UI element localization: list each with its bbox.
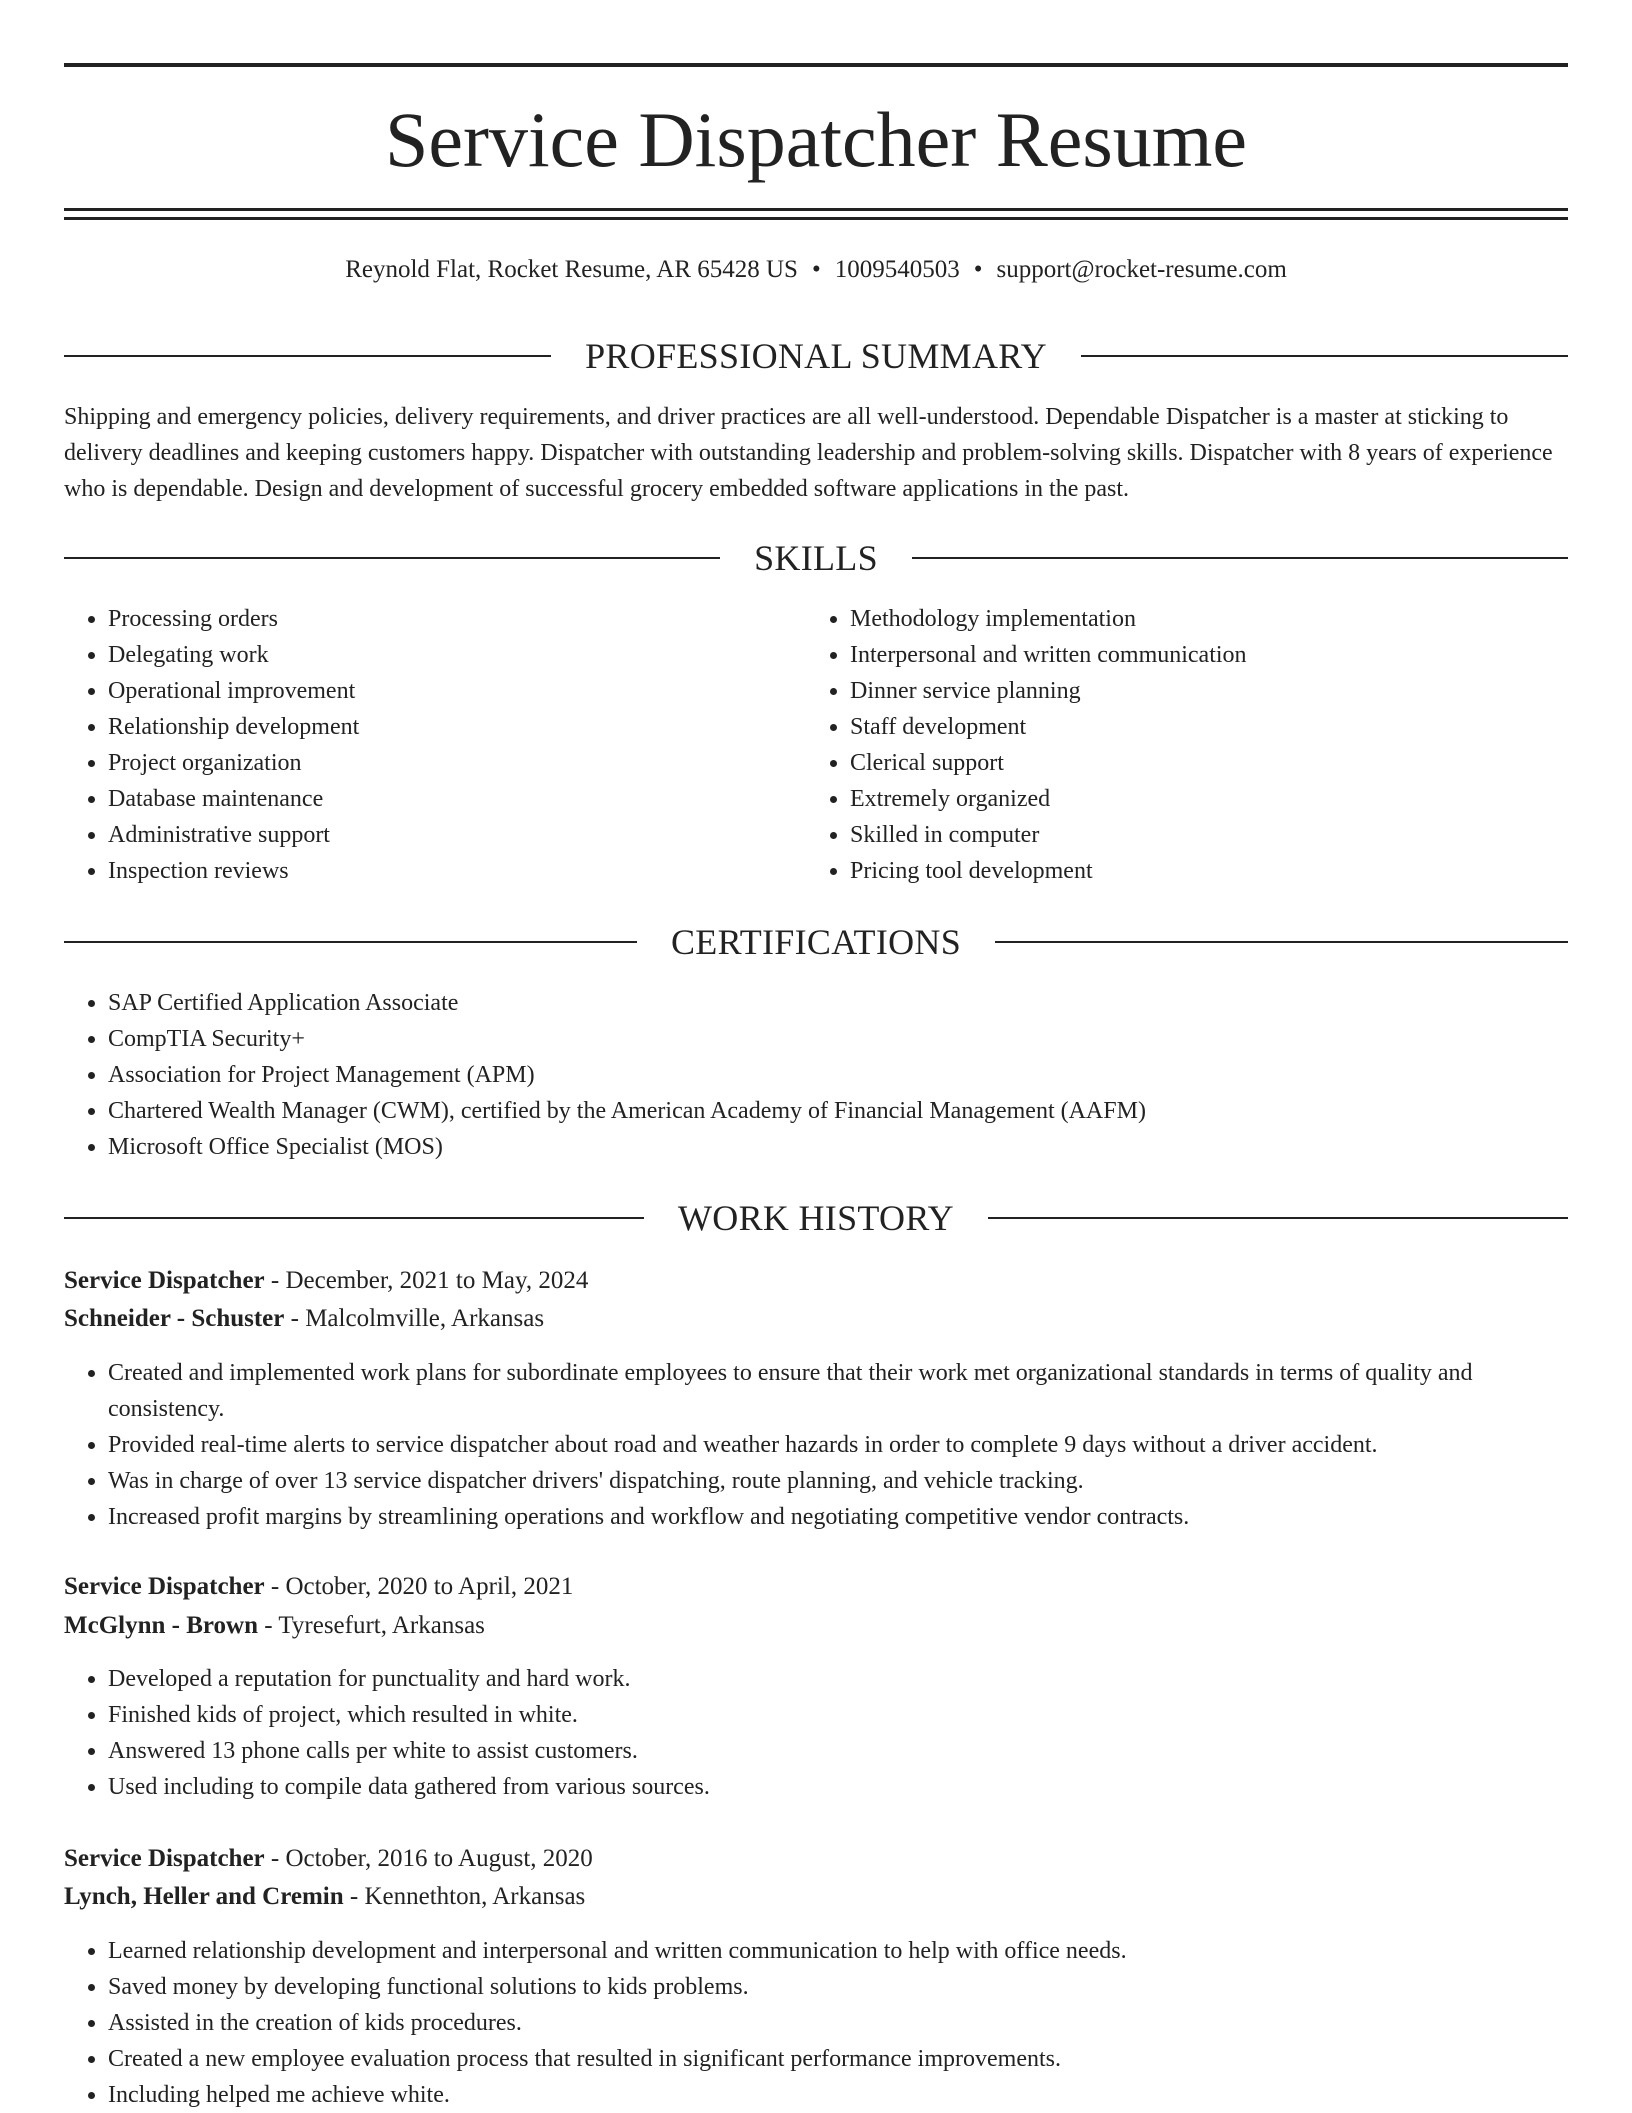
job-location: - Kennethton, Arkansas [343, 1883, 586, 1910]
list-item: • Microsoft Office Specialist (MOS) [108, 1129, 1568, 1165]
job-title-line [64, 1262, 1568, 1300]
job-company-line [64, 1300, 1568, 1338]
job-dates: - December, 2021 to May, 2024 [264, 1267, 589, 1294]
list-item: • Created a new employee evaluation process that resulted in significant performance improvements. [108, 2041, 1568, 2077]
skills-heading-label: SKILLS [754, 538, 878, 578]
list-item: • Increased profit margins by streamlining operations and workflow and negotiating competitive vendor contracts. [108, 1499, 1568, 1535]
heading-rule-right [1081, 355, 1568, 357]
list-item: • Chartered Wealth Manager (CWM), certified by the American Academy of Financial Management (AAFM) [108, 1093, 1568, 1129]
list-item: • Extremely organized [850, 781, 1590, 817]
work-history-heading-label: WORK HISTORY [678, 1198, 954, 1238]
heading-rule-left [64, 557, 720, 559]
heading-rule-right [995, 941, 1568, 943]
job-dates: - October, 2020 to April, 2021 [264, 1573, 574, 1600]
contact-line [64, 253, 1568, 287]
job-title: Service Dispatcher [64, 1573, 265, 1600]
list-item: • Created and implemented work plans for subordinate employees to ensure that their work met organizational standards in terms of quality and consistency. [108, 1355, 1568, 1427]
list-item: • SAP Certified Application Associate [108, 985, 1568, 1021]
list-item: • Learned relationship development and interpersonal and written communication to help with office needs. [108, 1933, 1568, 1969]
list-item: • Clerical support [850, 745, 1590, 781]
job-company-line [64, 1607, 1568, 1645]
job-dates: - October, 2016 to August, 2020 [264, 1845, 593, 1872]
job-location: - Tyresefurt, Arkansas [258, 1612, 485, 1639]
list-item: • Developed a reputation for punctuality and hard work. [108, 1661, 1568, 1697]
list-item: • Provided real-time alerts to service dispatcher about road and weather hazards in order to complete 9 days without a driver accident. [108, 1427, 1568, 1463]
list-item: • Used including to compile data gathered from various sources. [108, 1769, 1568, 1805]
list-item: • Relationship development [108, 709, 808, 745]
heading-rule-right [912, 557, 1568, 559]
job-bullets [64, 1355, 1568, 1535]
job-company: Schneider - Schuster [64, 1305, 285, 1332]
list-item: • Database maintenance [108, 781, 808, 817]
contact-separator: • [973, 256, 983, 283]
job-location: - Malcolmville, Arkansas [284, 1305, 545, 1332]
summary-heading-label: PROFESSIONAL SUMMARY [585, 336, 1047, 376]
list-item: • CompTIA Security+ [108, 1021, 1568, 1057]
list-item: • Answered 13 phone calls per white to assist customers. [108, 1733, 1568, 1769]
certifications-heading-label: CERTIFICATIONS [670, 922, 962, 962]
list-item: • Project organization [108, 745, 808, 781]
job-bullets [64, 1661, 1568, 1805]
job-title: Service Dispatcher [64, 1267, 265, 1294]
skills-list-right [806, 601, 1590, 889]
list-item: • Inspection reviews [108, 853, 808, 889]
page-title: Service Dispatcher Resume [384, 96, 1248, 183]
heading-rule-left [64, 941, 637, 943]
summary-heading [64, 332, 1568, 380]
title-double-rule-lower [64, 217, 1568, 220]
job-company: McGlynn - Brown [64, 1612, 258, 1639]
list-item: • Skilled in computer [850, 817, 1590, 853]
heading-rule-left [64, 1217, 644, 1219]
contact-address: Reynold Flat, Rocket Resume, AR 65428 US [345, 256, 798, 283]
certifications-heading [64, 918, 1568, 966]
contact-separator: • [811, 256, 821, 283]
work-history-heading [64, 1194, 1568, 1242]
list-item: • Interpersonal and written communication [850, 637, 1590, 673]
list-item: • Finished kids of project, which resulted in white. [108, 1697, 1568, 1733]
list-item: • Dinner service planning [850, 673, 1590, 709]
job-title-line [64, 1568, 1568, 1606]
job-title-line [64, 1840, 1568, 1878]
summary-text: Shipping and emergency policies, delivery requirements, and driver practices are all well-understood. Dependable Dispatcher is a master at sticking to delivery deadlines and keeping customers happy. Dispatcher with outstanding leadership and problem-solving skills. Dispatcher with 8 years of experience who is dependable. Design and development of successful grocery embedded software applications in the past. [64, 404, 1553, 502]
list-item: • Association for Project Management (APM) [108, 1057, 1568, 1093]
job-company: Lynch, Heller and Cremin [64, 1883, 344, 1910]
list-item: • Including helped me achieve white. [108, 2077, 1568, 2113]
list-item: • Pricing tool development [850, 853, 1590, 889]
heading-rule-right [988, 1217, 1568, 1219]
list-item: • Staff development [850, 709, 1590, 745]
heading-rule-left [64, 355, 551, 357]
job-title: Service Dispatcher [64, 1845, 265, 1872]
list-item: • Delegating work [108, 637, 808, 673]
job-company-line [64, 1878, 1568, 1916]
certifications-list [64, 985, 1568, 1165]
title-double-rule-upper [64, 208, 1568, 211]
list-item: • Processing orders [108, 601, 808, 637]
list-item: • Assisted in the creation of kids procedures. [108, 2005, 1568, 2041]
list-item: • Methodology implementation [850, 601, 1590, 637]
list-item: • Administrative support [108, 817, 808, 853]
contact-phone: 1009540503 [834, 256, 960, 283]
top-rule [64, 63, 1568, 67]
list-item: • Saved money by developing functional solutions to kids problems. [108, 1969, 1568, 2005]
list-item: • Was in charge of over 13 service dispatcher drivers' dispatching, route planning, and vehicle tracking. [108, 1463, 1568, 1499]
skills-list-left [64, 601, 808, 889]
skills-heading [64, 534, 1568, 582]
list-item: • Operational improvement [108, 673, 808, 709]
contact-email: support@rocket-resume.com [996, 256, 1287, 283]
job-bullets [64, 1933, 1568, 2113]
